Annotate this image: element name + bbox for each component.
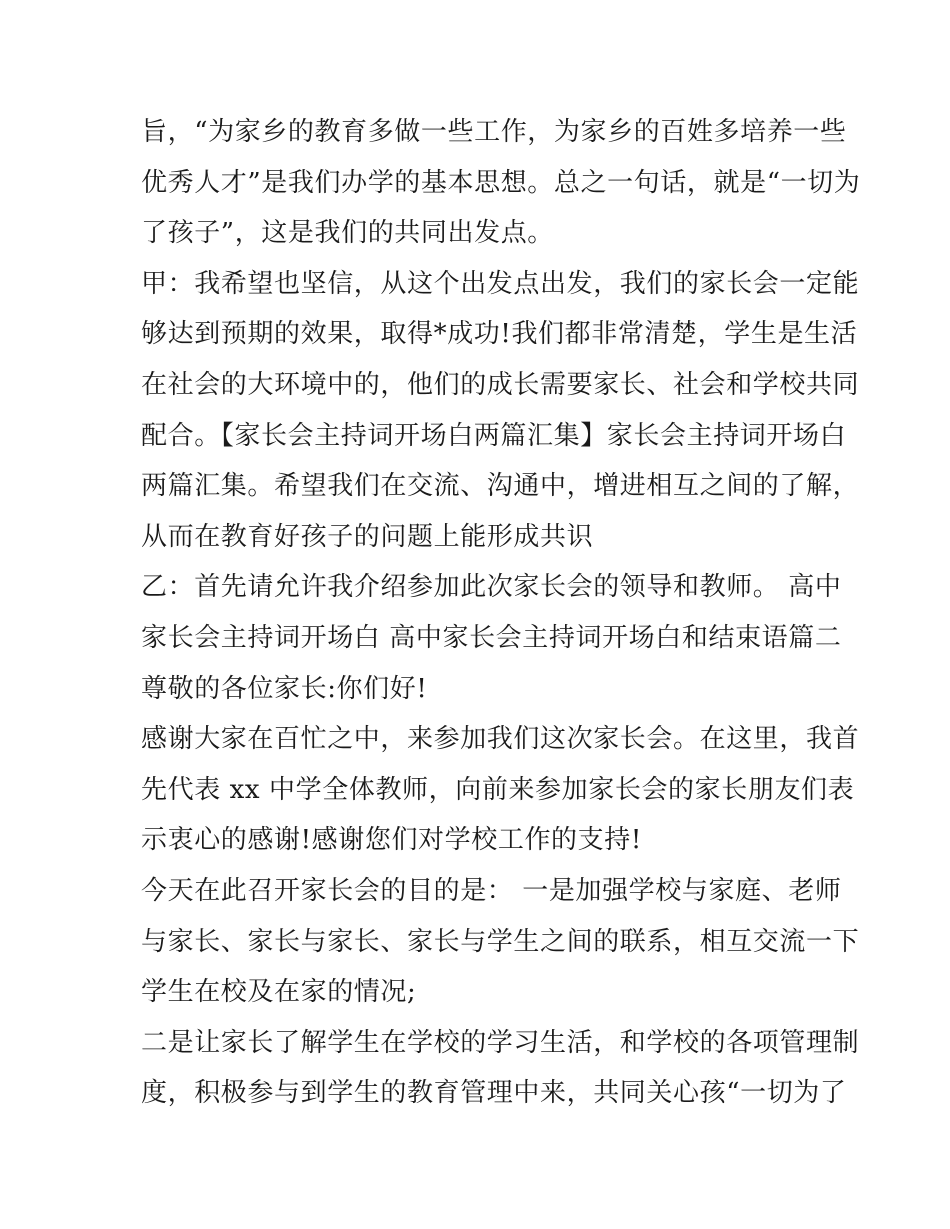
text-line: 与家长、家长与家长、家长与学生之间的联系，相互交流一下	[141, 926, 860, 957]
text-line: 了孩子”，这是我们的共同出发点。	[141, 218, 554, 249]
text-line: 乙：首先请允许我介绍参加此次家长会的领导和教师。 高中	[141, 572, 842, 603]
text-line: 感谢大家在百忙之中，来参加我们这次家长会。在这里，我首	[141, 724, 860, 755]
text-line: 旨，“为家乡的教育多做一些工作，为家乡的百姓多培养一些	[141, 117, 847, 147]
text-line: 从而在教育好孩子的问题上能形成共识	[141, 521, 594, 552]
text-line: 够达到预期的效果，取得*成功!我们都非常清楚，学生是生活	[141, 319, 858, 350]
document-body	[141, 107, 861, 1119]
text-line: 在社会的大环境中的，他们的成长需要家长、社会和学校共同	[141, 369, 860, 400]
text-line: 甲：我希望也坚信，从这个出发点出发，我们的家长会一定能	[141, 268, 860, 299]
text-line: 尊敬的各位家长:你们好!	[141, 673, 428, 704]
text-line: 家长会主持词开场白 高中家长会主持词开场白和结束语篇二	[141, 622, 842, 653]
text-line: 度，积极参与到学生的教育管理中来，共同关心孩“一切为了	[141, 1078, 847, 1109]
text-line: 示衷心的感谢!感谢您们对学校工作的支持!	[141, 825, 642, 856]
text-line: 二是让家长了解学生在学校的学习生活，和学校的各项管理制	[141, 1027, 860, 1058]
text-line: 配合。【家长会主持词开场白两篇汇集】家长会主持词开场白	[141, 420, 847, 451]
text-line: 先代表 xx 中学全体教师，向前来参加家长会的家长朋友们表	[141, 774, 855, 805]
text-line: 今天在此召开家长会的目的是： 一是加强学校与家庭、老师	[141, 875, 842, 906]
text-line: 优秀人才”是我们办学的基本思想。总之一句话，就是“一切为	[141, 167, 861, 198]
text-line: 学生在校及在家的情况;	[141, 977, 417, 1008]
text-line: 两篇汇集。希望我们在交流、沟通中，增进相互之间的了解，	[141, 471, 860, 502]
